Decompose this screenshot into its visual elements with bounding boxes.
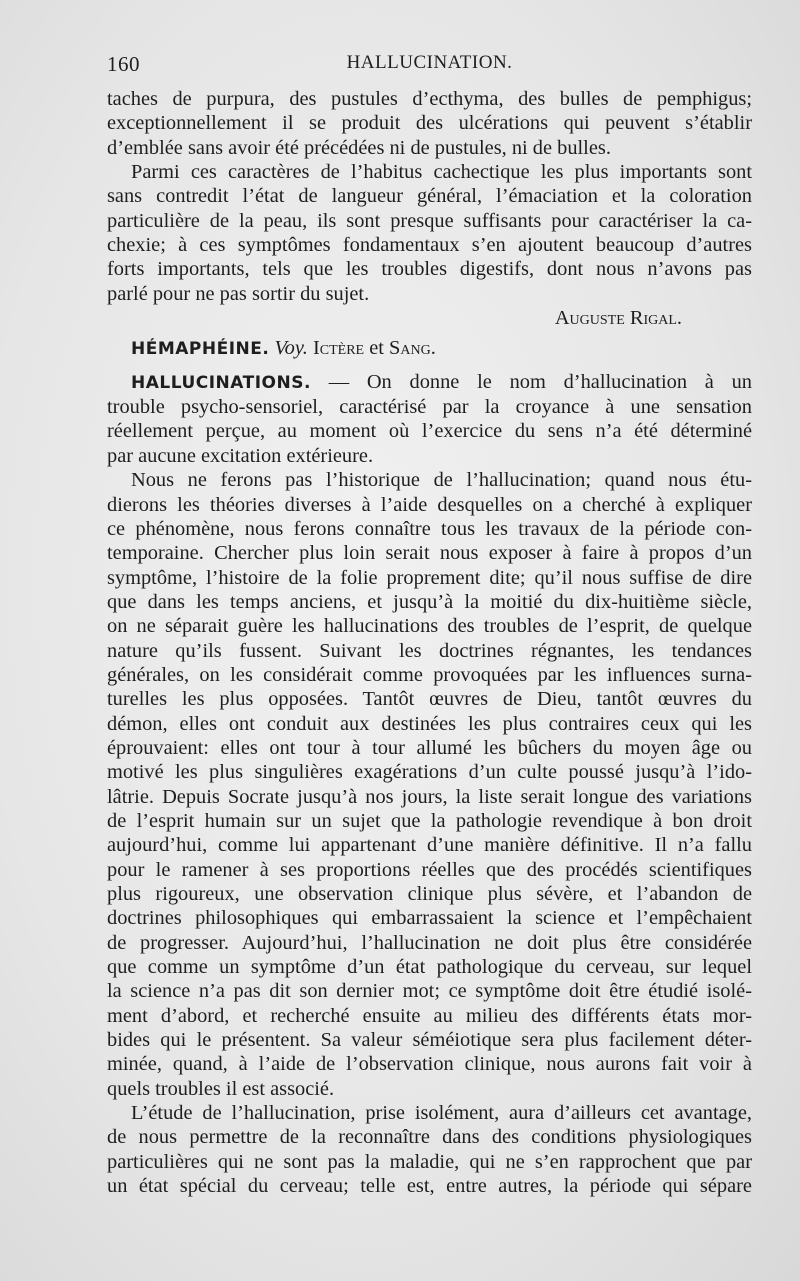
conjunction: et: [369, 337, 384, 360]
text-line: ment d’abord, et recherché ensuite au milieu des différents états mor-: [107, 1004, 752, 1027]
page-body: [107, 87, 752, 1198]
text-line: temporaine. Chercher plus loin serait nous exposer à faire à propos d’un: [107, 542, 752, 565]
text-line: minée, quand, à l’aide de l’observation clinique, nous aurons fait voir à: [107, 1053, 752, 1076]
text-line: symptôme, l’histoire de la folie proprement dite; qu’il nous suffise de dire: [107, 566, 752, 589]
paragraph-etude: [107, 1101, 752, 1198]
text-line: de nous permettre de la reconnaître dans des conditions physiologiques: [107, 1126, 752, 1149]
paragraph-purpura: [107, 87, 752, 160]
text-line: de progresser. Aujourd’hui, l’hallucination ne doit plus être considérée: [107, 931, 752, 954]
text-line: particulières qui ne sont pas la maladie, qui ne s’en rapprochent que par: [107, 1150, 752, 1173]
text-line: exceptionnellement il se produit des ulcérations qui peuvent s’établir: [107, 112, 752, 135]
text-line: Parmi ces caractères de l’habitus cachectique les plus importants sont: [131, 161, 752, 184]
cross-reference-ictere: Ictère: [312, 337, 365, 360]
text-line: on ne séparait guère les hallucinations des troubles de l’esprit, de quelque: [107, 615, 752, 638]
page-number: 160: [107, 52, 140, 76]
text-line: démon, elles ont conduit aux destinées les plus contraires ceux qui les: [107, 712, 752, 735]
text-line: un état spécial du cerveau; telle est, entre autres, la période qui sépare: [107, 1175, 752, 1198]
text-line: bides qui le présentent. Sa valeur séméiotique sera plus facilement déter-: [107, 1029, 752, 1052]
text-line: générales, on les considérait comme provoquées par les influences surna-: [107, 663, 752, 686]
text-line: d’emblée sans avoir été précédées ni de pustules, ni de bulles.: [107, 136, 611, 159]
text-line: [107, 370, 752, 395]
text-line: sans contredit l’état de langueur général, l’émaciation et la coloration: [107, 185, 752, 208]
voy-label: Voy.: [274, 337, 308, 360]
text-line: de l’esprit humain sur un sujet que la pathologie revendique à bon droit: [107, 809, 752, 832]
text-line: chexie; à ces symptômes fondamentaux s’en ajoutent beaucoup d’autres: [107, 234, 752, 257]
text-line: Nous ne ferons pas l’historique de l’hallucination; quand nous étu-: [131, 469, 752, 492]
text-line: parlé pour ne pas sortir du sujet.: [107, 282, 370, 305]
text-line: forts importants, tels que les troubles digestifs, dont nous n’avons pas: [107, 258, 752, 281]
text-line: que dans les temps anciens, et jusqu’à la moitié du dix-huitième siècle,: [107, 590, 752, 613]
text-line: particulière de la peau, ils sont presque suffisants pour caractériser la ca-: [107, 209, 752, 232]
text-line: nature qu’ils fussent. Suivant les doctrines régnantes, les tendances: [107, 639, 752, 662]
text-line: par aucune excitation extérieure.: [107, 444, 374, 467]
running-head: HALLUCINATION.: [346, 52, 513, 73]
text-line: trouble psycho-sensoriel, caractérisé par la croyance à une sensation: [107, 396, 752, 419]
text-line: doctrines philosophiques qui embarrassaient la science et l’empêchaient: [107, 907, 752, 930]
paragraph-cachexie: [107, 160, 752, 330]
text-line: aujourd’hui, comme lui appartenant d’une manière définitive. Il n’a fallu: [107, 834, 752, 857]
text-line: lâtrie. Depuis Socrate jusqu’à nos jours, la liste serait longue des variations: [107, 785, 752, 808]
text-line: dierons les théories diverses à l’aide desquelles on a cherché à expliquer: [107, 493, 752, 516]
headword-hallucinations: HALLUCINATIONS.: [131, 372, 311, 393]
text-line: turelles les plus opposées. Tantôt œuvres de Dieu, tantôt œuvres du: [107, 688, 752, 711]
text-line: réellement perçue, au moment où l’exercice du sens n’a été déterminé: [107, 420, 752, 443]
entry-hallucinations: [107, 370, 752, 468]
text-line: motivé les plus singulières exagérations d’un culte poussé jusqu’à l’ido-: [107, 761, 752, 784]
text-line: L’étude de l’hallucination, prise isolément, aura d’ailleurs cet avantage,: [131, 1102, 752, 1125]
headword-hemapheine: HÉMAPHÉINE.: [131, 339, 270, 360]
text-line: ce phénomène, nous ferons connaître tous les travaux de la période con-: [107, 517, 752, 540]
text-line: plus rigoureux, une observation clinique plus sévère, et l’abandon de: [107, 883, 752, 905]
text-line: taches de purpura, des pustules d’ecthyma, des bulles de pemphigus;: [107, 88, 752, 110]
author-signature: Auguste Rigal.: [554, 307, 682, 330]
definition-start: — On donne le nom d’hallucination à un: [328, 370, 752, 393]
text-line: éprouvaient: elles ont tour à tour allumé les bûchers du moyen âge ou: [107, 736, 752, 759]
text-line: quels troubles il est associé.: [107, 1077, 335, 1100]
cross-reference-sang: Sang.: [389, 337, 436, 360]
text-line: la science n’a pas dit son dernier mot; ce symptôme doit être étudié isolé-: [107, 980, 752, 1003]
page-header: [107, 52, 752, 82]
text-line: que comme un symptôme d’un état pathologique du cerveau, sur lequel: [107, 956, 752, 979]
paragraph-historique: [107, 468, 752, 1101]
entry-hemapheine: [107, 336, 752, 361]
text-line: pour le ramener à ses proportions réelles que des procédés scientifiques: [107, 858, 752, 881]
